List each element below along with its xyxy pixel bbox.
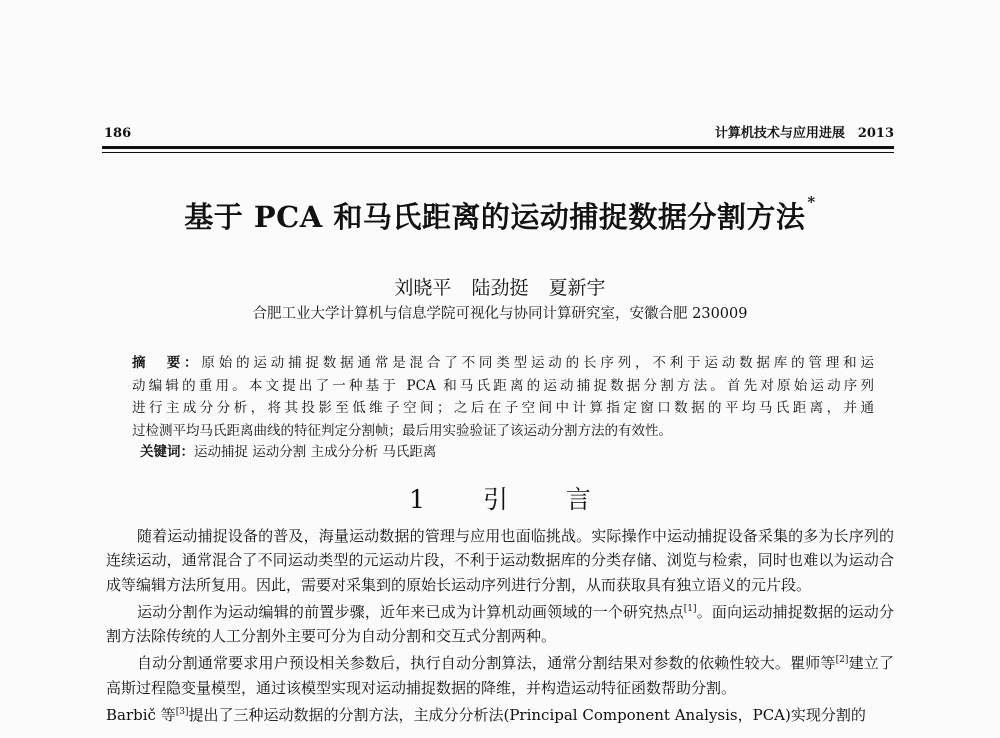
abstract-line: 进行主成分分析，将其投影至低维子空间；之后在子空间中计算指定窗口数据的平均马氏距离，并通 bbox=[132, 400, 874, 416]
keywords bbox=[140, 441, 840, 463]
abstract-line: 动编辑的重用。本文提出了一种基于 PCA 和马氏距离的运动捕捉数据分割方法。首先对原始运动序列 bbox=[132, 377, 874, 394]
paragraph-text: 。面向运动捕捉数据的运动分割方法除传统的人工分割外主要可分为自动分割和交互式分割两种。 bbox=[106, 602, 894, 646]
section-number: 1 bbox=[409, 485, 425, 514]
author-name: 刘晓平 bbox=[394, 277, 452, 299]
author-name: 陆劲挺 bbox=[471, 277, 529, 299]
abstract-line bbox=[132, 352, 874, 375]
section-body bbox=[106, 524, 894, 727]
body-paragraph bbox=[106, 700, 894, 727]
keywords-text: 运动捕捉 运动分割 主成分分析 马氏距离 bbox=[194, 444, 437, 460]
citation-ref: [1] bbox=[683, 603, 697, 614]
title-footnote-mark: * bbox=[807, 193, 816, 211]
body-paragraph bbox=[106, 597, 894, 649]
abstract-line: 过检测平均马氏距离曲线的特征判定分割帧；最后用实验验证了该运动分割方法的有效性。 bbox=[132, 422, 672, 439]
header-rule-thin bbox=[102, 152, 894, 153]
title-text: 基于 PCA 和马氏距离的运动捕捉数据分割方法 bbox=[184, 200, 806, 234]
section-title: 引 言 bbox=[482, 485, 591, 514]
affiliation: 合肥工业大学计算机与信息学院可视化与协同计算研究室，安徽合肥 230009 bbox=[252, 306, 748, 322]
header-rule-thick bbox=[102, 146, 894, 149]
article-title bbox=[100, 195, 900, 236]
paragraph-text: 建立了高斯过程隐变量模型，通过该模型实现对运动捕捉数据的降维，并构造运动特征函数帮助分割。 bbox=[106, 654, 894, 697]
body-paragraph bbox=[106, 648, 894, 700]
paragraph-text: Barbič 等 bbox=[106, 706, 176, 725]
paragraph-text: 提出了三种运动数据的分割方法，主成分分析法(Principal Component Analysis，PCA)实现分割的 bbox=[188, 706, 866, 725]
abstract-label: 摘 要： bbox=[132, 355, 202, 371]
abstract bbox=[132, 352, 874, 442]
body-paragraph: 随着运动捕捉设备的普及，海量运动数据的管理与应用也面临挑战。实际操作中运动捕捉设备采集的多为长序列的连续运动，通常混合了不同运动类型的元运动片段，不利于运动数据库的分类存储、浏览与检索，同时也难以为运动合成等编辑方法所复用。因此，需要对采集到的原始长运动序列进行分割，从而获取具有独立语义的元片段。 bbox=[106, 527, 894, 594]
paragraph-text: 自动分割通常要求用户预设相关参数后，执行自动分割算法，通常分割结果对参数的依赖性较大。瞿师等 bbox=[137, 654, 836, 673]
abstract-text: 原始的运动捕捉数据通常是混合了不同类型运动的长序列，不利于运动数据库的管理和运 bbox=[201, 355, 875, 371]
running-header-journal: 计算机技术与应用进展 2013 bbox=[714, 126, 894, 141]
paragraph-text: 运动分割作为运动编辑的前置步骤，近年来已成为计算机动画领域的一个研究热点 bbox=[137, 602, 684, 621]
citation-ref: [2] bbox=[835, 655, 849, 666]
citation-ref: [3] bbox=[175, 707, 189, 718]
author-name: 夏新宇 bbox=[548, 277, 606, 299]
page-number: 186 bbox=[104, 126, 132, 141]
section-heading bbox=[100, 480, 900, 516]
keywords-label: 关键词： bbox=[140, 444, 194, 460]
author-list bbox=[100, 273, 900, 300]
